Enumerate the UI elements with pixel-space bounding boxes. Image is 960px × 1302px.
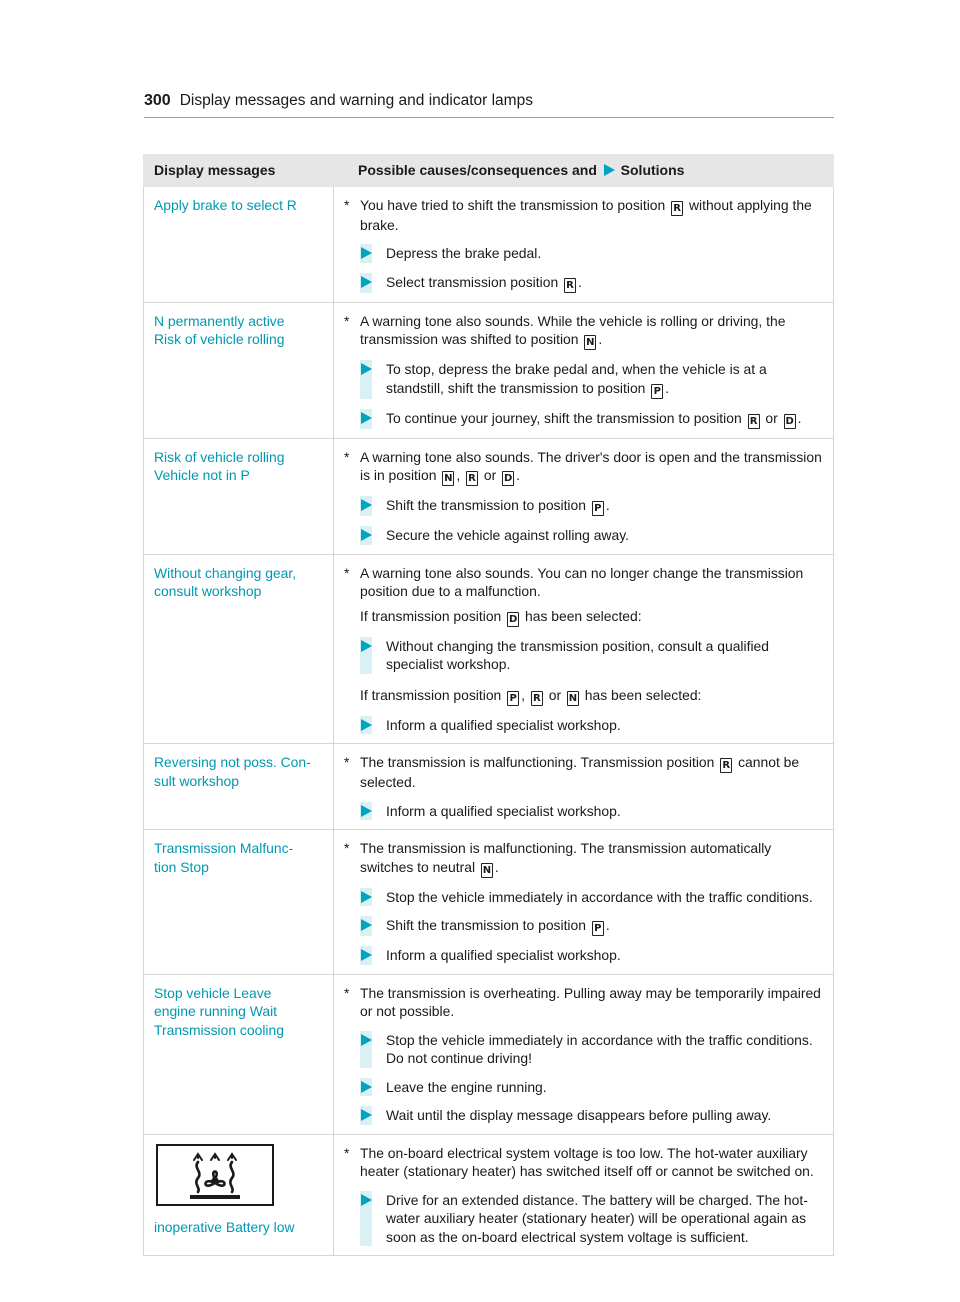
- cause-marker: *: [344, 196, 350, 213]
- cause-marker: *: [344, 984, 350, 1001]
- step-text: Depress the brake pedal.: [386, 245, 542, 261]
- gear-key-r-icon: R: [720, 758, 732, 773]
- gear-key-n-icon: N: [444, 473, 453, 484]
- step-arrow-icon: [361, 949, 372, 961]
- solution-step: [360, 244, 823, 263]
- step-marker: [360, 273, 372, 293]
- table-row: [144, 302, 834, 438]
- step-marker: [360, 802, 372, 821]
- step-text: Leave the engine running.: [386, 1078, 547, 1095]
- step-text: Without changing the transmission position, consult a qualified specialist workshop.: [386, 637, 769, 672]
- display-message-text: Risk of vehicle rolling: [154, 331, 285, 347]
- cause-item: [344, 196, 823, 235]
- step-arrow-icon: [361, 891, 372, 903]
- causes-solutions-cell: [334, 830, 834, 975]
- gear-key-r-icon: R: [748, 414, 760, 429]
- step-marker: [360, 409, 372, 429]
- cause-item: [344, 448, 823, 487]
- step-text: Shift the transmission to position P .: [386, 497, 610, 514]
- cause-text: The on-board electrical system voltage is too low. The hot-water auxiliary heater (stationary heater) has switched itself off or cannot be switched on.: [360, 1144, 814, 1179]
- cause-item: [344, 753, 823, 792]
- display-message-text: tion Stop: [154, 858, 209, 875]
- solution-step: [360, 526, 823, 545]
- causes-solutions-cell: [334, 302, 834, 438]
- solution-step: [360, 946, 823, 965]
- cause-marker: *: [344, 312, 350, 329]
- step-arrow-icon: [361, 1194, 372, 1206]
- solution-step: [360, 1191, 823, 1247]
- display-message-cell: [144, 974, 334, 1134]
- causes-solutions-cell: [334, 744, 834, 830]
- solution-step: [360, 360, 823, 399]
- step-arrow-icon: [361, 363, 372, 375]
- step-text: Secure the vehicle against rolling away.: [386, 527, 629, 543]
- display-message-cell: [144, 302, 334, 438]
- step-text: Inform a qualified specialist workshop.: [386, 716, 621, 733]
- table-row: [144, 974, 834, 1134]
- step-marker: [360, 526, 372, 545]
- header-divider: [144, 117, 834, 118]
- solution-step: [360, 888, 823, 907]
- cause-text: A warning tone also sounds. You can no longer change the transmission position due to a malfunction.: [360, 564, 804, 599]
- table-row: [144, 744, 834, 830]
- gear-key-p-icon: P: [592, 501, 604, 516]
- display-message-text: N permanently active: [154, 312, 285, 329]
- gear-key-d-icon: D: [508, 613, 518, 625]
- cause-text: The transmission is malfunctioning. The transmission automatically switches to neutral N .: [360, 840, 772, 876]
- step-text: To continue your journey, shift the transmission to position R or D .: [386, 409, 802, 427]
- cause-item: [344, 1144, 823, 1181]
- step-text: Select transmission position R .: [386, 273, 582, 291]
- display-message-text: Without changing gear,: [154, 564, 297, 581]
- step-arrow-icon: [361, 719, 372, 731]
- solution-step: [360, 916, 823, 936]
- gear-key-p-icon: P: [592, 921, 604, 936]
- step-arrow-icon: [361, 1034, 372, 1046]
- step-text: Shift the transmission to position P .: [386, 917, 610, 934]
- gear-key-p-icon: P: [651, 384, 663, 399]
- column-header-solutions-suffix: Solutions: [620, 162, 685, 178]
- step-text: Wait until the display message disappears before pulling away.: [386, 1107, 772, 1123]
- cause-item: [344, 564, 823, 601]
- display-message-text: Apply brake to select R: [154, 196, 297, 213]
- step-arrow-icon: [361, 276, 372, 288]
- step-marker: [360, 1191, 372, 1247]
- gear-key-n-icon: N: [482, 864, 492, 876]
- cause-item: [344, 312, 823, 351]
- display-message-cell: [144, 830, 334, 975]
- step-arrow-icon: [361, 640, 372, 652]
- step-marker: [360, 716, 372, 735]
- cause-text: The transmission is malfunctioning. Transmission position R cannot be selected.: [360, 754, 800, 790]
- display-message-text: sult workshop: [154, 772, 239, 789]
- solution-arrow-icon: [604, 164, 615, 176]
- condition-text: If transmission position D has been selected:: [360, 607, 642, 625]
- solution-step: [360, 716, 823, 735]
- display-message-cell: [144, 744, 334, 830]
- auxiliary-heater-icon: [154, 1144, 323, 1206]
- solution-step: [360, 1031, 823, 1068]
- cause-marker: *: [344, 754, 350, 770]
- step-text: To stop, depress the brake pedal and, when the vehicle is at a standstill, shift the transmission to position P .: [386, 361, 767, 397]
- solution-step: [360, 1106, 823, 1125]
- step-marker: [360, 244, 372, 263]
- gear-key-d-icon: D: [503, 473, 513, 484]
- step-marker: [360, 496, 372, 516]
- solution-step: [360, 802, 823, 821]
- gear-key-r-icon: R: [531, 691, 543, 706]
- column-header-messages: Display messages: [144, 155, 334, 187]
- step-marker: [360, 637, 372, 674]
- table-row: [144, 554, 834, 744]
- solution-step: [360, 637, 823, 674]
- gear-key-p-icon: P: [507, 691, 519, 706]
- causes-solutions-cell: [334, 438, 834, 554]
- table-row: [144, 830, 834, 975]
- display-message-cell: [144, 554, 334, 744]
- gear-key-r-icon: R: [466, 471, 478, 486]
- step-arrow-icon: [361, 529, 372, 541]
- display-message-text: Vehicle not in P: [154, 467, 250, 483]
- display-message-cell: [144, 186, 334, 302]
- column-header-solutions: [334, 155, 834, 187]
- step-arrow-icon: [361, 919, 372, 931]
- cause-marker: *: [344, 564, 350, 581]
- step-arrow-icon: [361, 499, 372, 511]
- display-message-text: inoperative Battery low: [154, 1218, 295, 1235]
- cause-text: You have tried to shift the transmission to position R without applying the brake.: [360, 196, 812, 233]
- display-message-text: engine running Wait: [154, 1003, 278, 1019]
- gear-key-d-icon: D: [785, 415, 794, 427]
- display-message-text: consult workshop: [154, 583, 262, 599]
- step-marker: [360, 1106, 372, 1125]
- solution-step: [360, 409, 823, 429]
- step-marker: [360, 1078, 372, 1097]
- solution-step: [360, 1078, 823, 1097]
- table-row: [144, 438, 834, 554]
- display-message-text: Transmission Malfunc-: [154, 840, 294, 856]
- display-message-text: Stop vehicle Leave: [154, 984, 272, 1001]
- step-arrow-icon: [361, 412, 372, 424]
- cause-text: The transmission is overheating. Pulling away may be temporarily impaired or not possible.: [360, 984, 821, 1019]
- causes-solutions-cell: [334, 554, 834, 744]
- table-header-row: [144, 155, 834, 187]
- cause-text: A warning tone also sounds. The driver's door is open and the transmission is in position N , R or D .: [360, 448, 822, 484]
- step-arrow-icon: [361, 1109, 372, 1121]
- cause-item: [344, 839, 823, 878]
- page-title: Display messages and warning and indicator lamps: [179, 92, 533, 109]
- causes-solutions-cell: [334, 974, 834, 1134]
- gear-key-n-icon: N: [568, 692, 578, 704]
- solution-step: [360, 273, 823, 293]
- step-marker: [360, 916, 372, 936]
- step-marker: [360, 360, 372, 399]
- display-message-cell: [144, 1134, 334, 1256]
- display-message-text: Risk of vehicle rolling: [154, 448, 285, 465]
- cause-text: A warning tone also sounds. While the vehicle is rolling or driving, the transmission was shifted to position N .: [360, 312, 786, 348]
- cause-item: [344, 984, 823, 1021]
- display-message-text: Transmission cooling: [154, 1021, 284, 1038]
- cause-marker: *: [344, 840, 350, 856]
- display-messages-table: [143, 154, 834, 1256]
- display-message-text: Reversing not poss. Con-: [154, 754, 311, 770]
- page-header: [144, 92, 834, 110]
- condition-text: If transmission position P , R or N has been selected:: [360, 686, 702, 704]
- step-text: Inform a qualified specialist workshop.: [386, 802, 621, 819]
- step-arrow-icon: [361, 805, 372, 817]
- step-text: Stop the vehicle immediately in accordance with the traffic conditions. Do not continue driving!: [386, 1031, 813, 1066]
- step-text: Inform a qualified specialist workshop.: [386, 947, 621, 963]
- step-marker: [360, 946, 372, 965]
- step-arrow-icon: [361, 247, 372, 259]
- gear-key-r-icon: R: [671, 201, 683, 216]
- table-row: [144, 1134, 834, 1256]
- gear-key-n-icon: N: [586, 337, 595, 348]
- step-text: Stop the vehicle immediately in accordance with the traffic conditions.: [386, 888, 813, 905]
- causes-solutions-cell: [334, 1134, 834, 1256]
- gear-key-r-icon: R: [564, 278, 576, 293]
- column-header-solutions-prefix: Possible causes/consequences and: [358, 162, 597, 178]
- table-row: [144, 186, 834, 302]
- step-arrow-icon: [361, 1081, 372, 1093]
- solution-step: [360, 496, 823, 516]
- step-marker: [360, 888, 372, 907]
- causes-solutions-cell: [334, 186, 834, 302]
- display-message-cell: [144, 438, 334, 554]
- step-marker: [360, 1031, 372, 1068]
- step-text: Drive for an extended distance. The battery will be charged. The hot-water auxiliary heater (stationary heater) will be operational again as soon as the on-board electrical system voltage is sufficient.: [386, 1191, 808, 1245]
- cause-marker: *: [344, 448, 350, 465]
- page-number: 300: [144, 92, 171, 109]
- cause-marker: *: [344, 1144, 350, 1161]
